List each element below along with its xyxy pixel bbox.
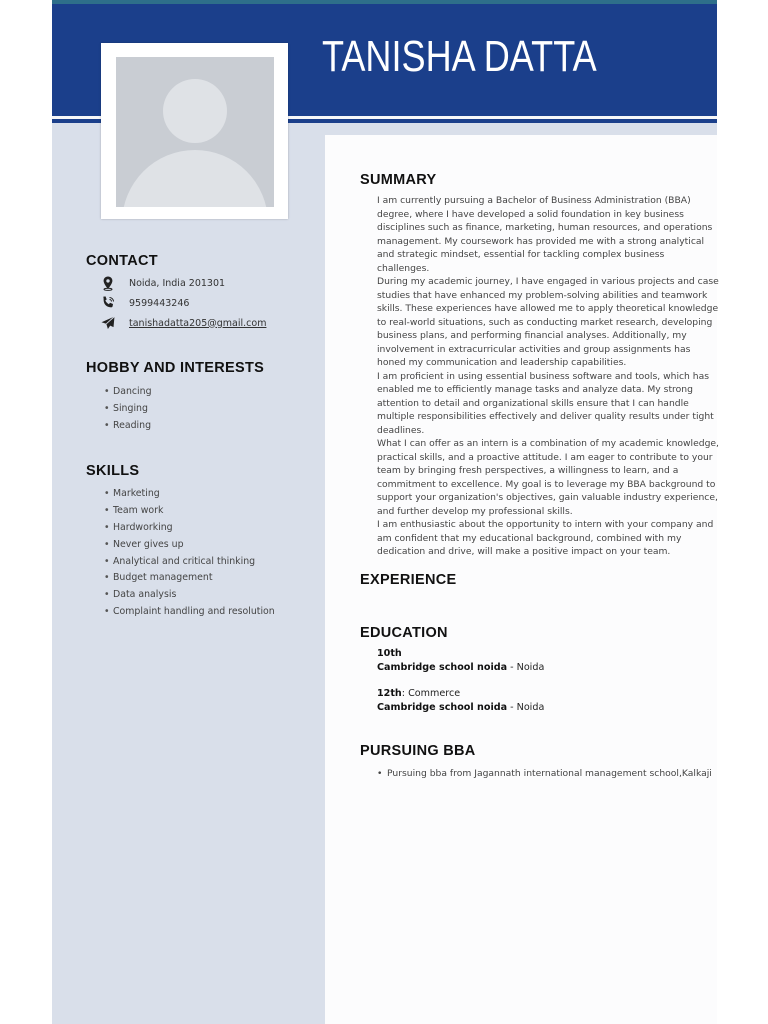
list-item: • Marketing: [104, 486, 275, 503]
candidate-name: TANISHA DATTA: [322, 32, 597, 81]
avatar-icon: [116, 57, 274, 207]
contact-phone-text: 9599443246: [129, 297, 190, 309]
list-item: • Pursuing bba from Jagannath international management school,Kalkaji: [377, 768, 712, 779]
list-item: • Analytical and critical thinking: [104, 554, 275, 571]
summary-paragraph: I am proficient in using essential business software and tools, which has enabled me to efficiently manage tasks and analyze data. My strong attention to detail and organizational skills ensure that I can handle multiple responsibilities effectively and deliver quality results under tight deadlines.: [377, 370, 714, 436]
education-school: Cambridge school noida: [377, 661, 508, 673]
contact-email[interactable]: [100, 315, 267, 331]
contact-location-text: Noida, India 201301: [129, 277, 226, 289]
phone-icon: [100, 295, 116, 311]
summary-heading: SUMMARY: [360, 172, 437, 188]
skills-heading: SKILLS: [86, 463, 140, 479]
send-icon: [100, 315, 116, 331]
education-location: - Noida: [507, 661, 545, 673]
list-item: • Dancing: [104, 384, 152, 401]
education-school: Cambridge school noida: [377, 701, 508, 713]
list-item: • Budget management: [104, 570, 275, 587]
list-item: • Never gives up: [104, 537, 275, 554]
education-heading: EDUCATION: [360, 625, 448, 641]
list-item: • Data analysis: [104, 587, 275, 604]
location-pin-icon: [100, 275, 116, 291]
experience-heading: EXPERIENCE: [360, 572, 457, 588]
hobby-list: [104, 384, 152, 435]
summary-paragraph: I am enthusiastic about the opportunity to intern with your company and am confident that my educational background, combined with my dedication and drive, will make a positive impact on your team.: [377, 519, 714, 557]
contact-phone: [100, 295, 190, 311]
summary-text: [377, 194, 719, 559]
skills-list: [104, 486, 275, 621]
education-level: 10th: [377, 648, 402, 659]
pursuing-heading: PURSUING BBA: [360, 743, 476, 759]
list-item: • Team work: [104, 503, 275, 520]
contact-heading: CONTACT: [86, 253, 158, 269]
list-item: • Singing: [104, 401, 152, 418]
summary-paragraph: I am currently pursuing a Bachelor of Business Administration (BBA) degree, where I have developed a solid foundation in key business disciplines such as finance, marketing, human resources, and operations management. My coursework has provided me with a strong analytical and strategic mindset, essential for tackling complex business challenges.: [377, 195, 713, 274]
education-entry-12th: [377, 687, 544, 714]
hobby-heading: HOBBY AND INTERESTS: [86, 360, 265, 376]
summary-paragraph: During my academic journey, I have engaged in various projects and case studies that have enhanced my problem-solving abilities and teamwork skills. These experiences have allowed me to apply theoretical knowledge to real-world situations, such as conducting market research, developing business plans, and performing financial analyses. Additionally, my involvement in extracurricular activities and group assignments has honed my communication and leadership capabilities.: [377, 276, 719, 368]
education-level: 12th: [377, 688, 402, 699]
content-band: [325, 123, 717, 135]
list-item: • Hardworking: [104, 520, 275, 537]
education-entry-10th: [377, 647, 544, 674]
contact-email-link[interactable]: tanishadatta205@gmail.com: [129, 317, 267, 329]
education-location: - Noida: [507, 701, 545, 713]
pursuing-list: [377, 768, 712, 779]
list-item: • Complaint handling and resolution: [104, 604, 275, 621]
summary-paragraph: What I can offer as an intern is a combination of my academic knowledge, practical skills, and a proactive attitude. I am eager to contribute to your team by bringing fresh perspectives, a willingness to learn, and a commitment to excellence. My goal is to leverage my BBA background to support your organization's objectives, gain valuable industry experience, and further develop my professional skills.: [377, 438, 719, 517]
education-stream: : Commerce: [401, 688, 461, 699]
list-item: • Reading: [104, 418, 152, 435]
profile-photo-placeholder: [101, 43, 288, 219]
contact-location: [100, 275, 226, 291]
